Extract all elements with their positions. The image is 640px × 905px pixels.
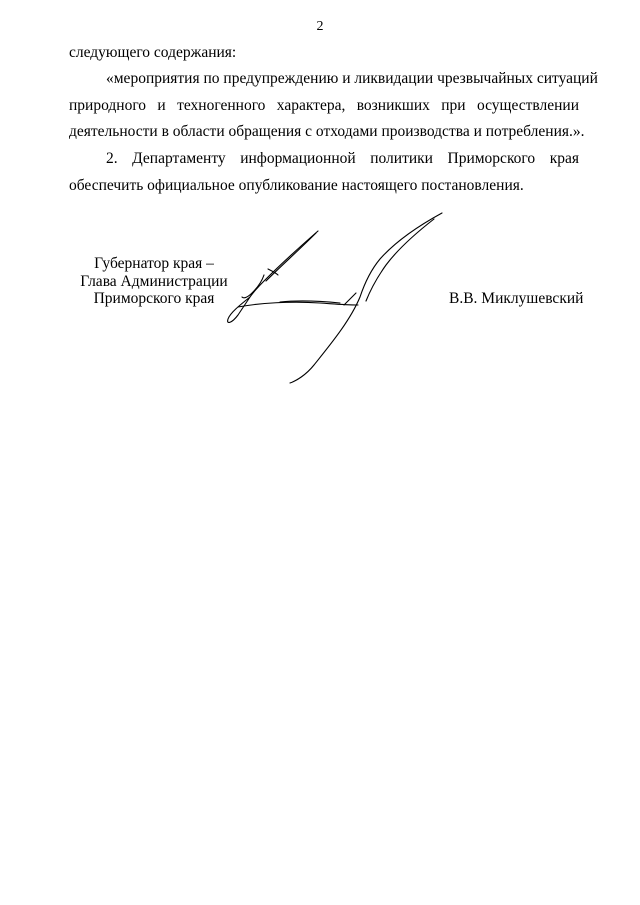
- paragraph-item-2: [69, 146, 579, 199]
- signatory-title-line-2: Глава Администрации: [80, 272, 228, 290]
- item2-line-2: обеспечить официальное опубликование настоящего постановления.: [69, 176, 524, 194]
- handwritten-signature: [220, 205, 460, 385]
- item2-line-1: 2. Департаменту информационной политики Приморского края: [106, 150, 579, 167]
- signatory-title: [69, 255, 239, 308]
- signatory-name: В.В. Миклушевский: [449, 290, 584, 307]
- quote-line-3: деятельности в области обращения с отходами производства и потребления.».: [69, 123, 585, 140]
- intro-text: следующего содержания:: [69, 44, 237, 61]
- signatory-title-line-1: Губернатор края –: [94, 255, 214, 272]
- page-number: 2: [316, 19, 324, 34]
- quote-line-2: природного и техногенного характера, возникших при осуществлении: [69, 96, 579, 114]
- quoted-text: [69, 66, 598, 146]
- signatory-title-line-3: Приморского края: [93, 290, 215, 307]
- quote-line-1: «мероприятия по предупреждению и ликвидации чрезвычайных ситуаций: [106, 70, 598, 87]
- intro-line: [69, 40, 579, 67]
